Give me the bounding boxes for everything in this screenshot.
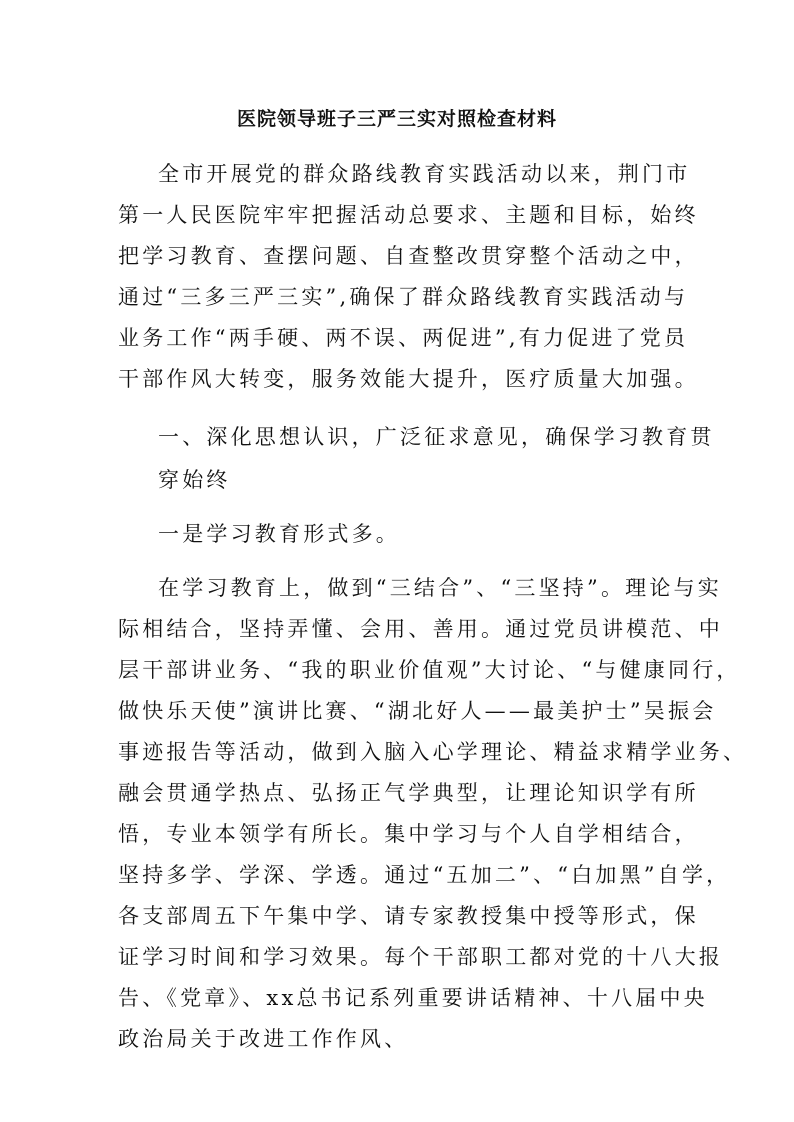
- paragraph-line: 第一人民医院牢牢把握活动总要求、主题和目标，始终: [118, 203, 699, 227]
- paragraph-line: 证学习时间和学习效果。每个干部职工都对党的十八大报: [118, 945, 723, 969]
- section-heading-line: 一、深化思想认识，广泛征求意见，确保学习教育贯: [158, 425, 715, 449]
- paragraph-line: 悟，专业本领学有所长。集中学习与个人自学相结合，: [118, 822, 699, 846]
- paragraph-line: 通过“三多三严三实”,确保了群众路线教育实践活动与: [118, 285, 689, 309]
- paragraph-line: 在学习教育上，做到“三结合”、“三坚持”。理论与实: [158, 576, 722, 600]
- paragraph-line: 把学习教育、查摆问题、自查整改贯穿整个活动之中，: [118, 244, 699, 268]
- paragraph-line: 坚持多学、学深、学透。通过“五加二”、“白加黑”自学，: [118, 863, 731, 887]
- paragraph-line: 各支部周五下午集中学、请专家教授集中授等形式，保: [118, 904, 699, 928]
- paragraph-line: 全市开展党的群众路线教育实践活动以来，荆门市: [158, 162, 691, 186]
- section-heading-line: 穿始终: [158, 468, 231, 492]
- paragraph-line: 政治局关于改进工作作风、: [118, 1027, 409, 1051]
- paragraph-line: 干部作风大转变，服务效能大提升，医疗质量大加强。: [118, 367, 699, 391]
- subheading-line: 一是学习教育形式多。: [158, 522, 400, 546]
- paragraph-line: 做快乐天使”演讲比赛、“湖北好人——最美护士”吴振会: [118, 699, 717, 723]
- paragraph-line: 层干部讲业务、“我的职业价值观”大讨论、“与健康同行，: [118, 658, 741, 682]
- paragraph-line: 事迹报告等活动，做到入脑入心学理论、精益求精学业务、: [118, 740, 748, 764]
- paragraph-line: 融会贯通学热点、弘扬正气学典型，让理论知识学有所: [118, 781, 699, 805]
- paragraph-line: 业务工作“两手硬、两不误、两促进”,有力促进了党员: [118, 326, 689, 350]
- paragraph-line: 告、《党章》、xx总书记系列重要讲话精神、十八届中央: [118, 986, 708, 1010]
- document-title: 医院领导班子三严三实对照检查材料: [236, 108, 557, 130]
- paragraph-line: 际相结合，坚持弄懂、会用、善用。通过党员讲模范、中: [118, 617, 723, 641]
